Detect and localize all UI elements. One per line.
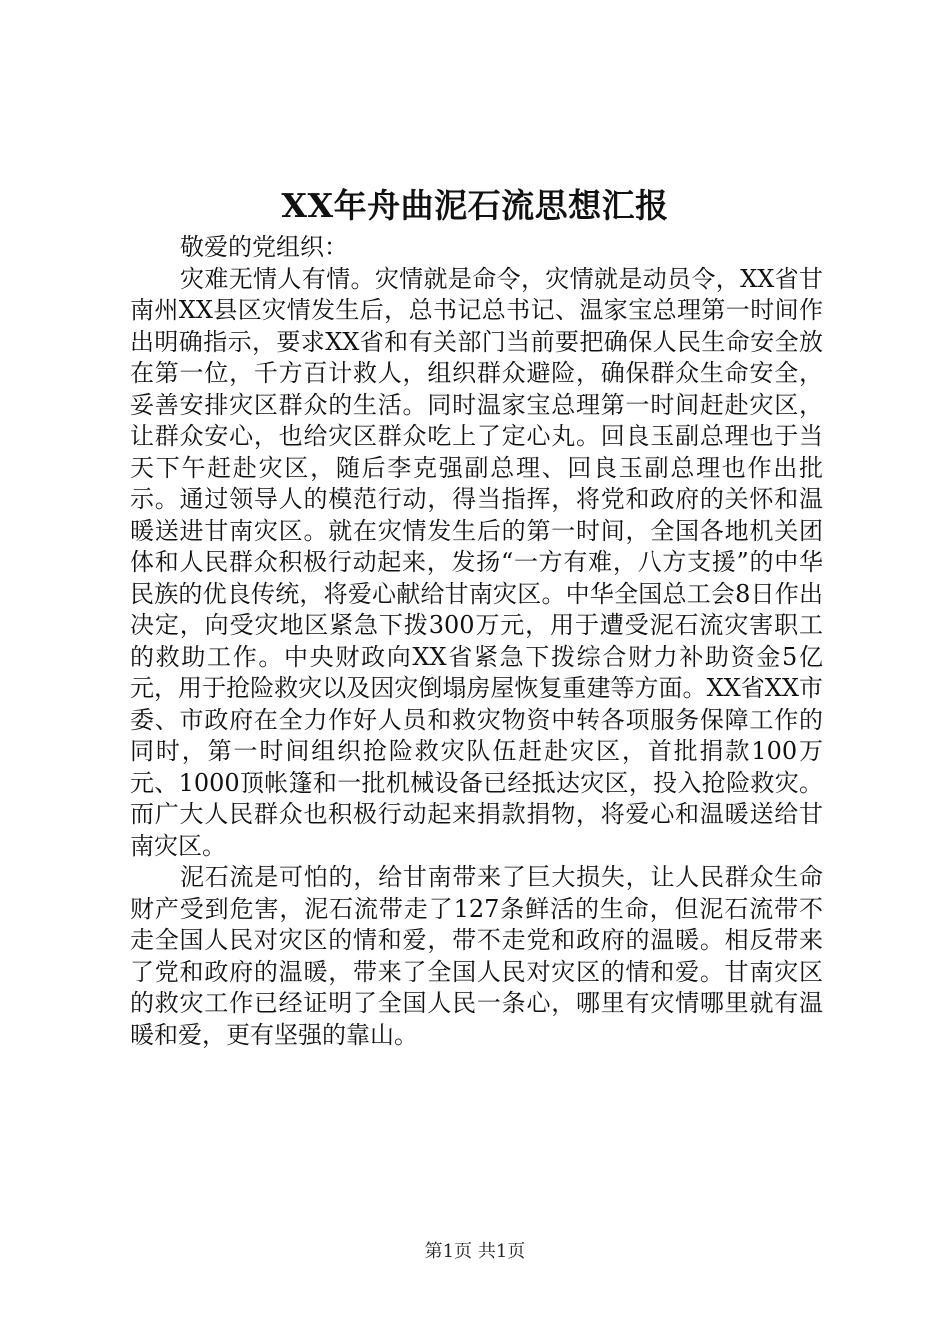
page-footer: 第1页 共1页: [424, 1241, 526, 1262]
salutation: 敬爱的党组织：: [180, 233, 348, 261]
paragraph-1: 灾难无情人有情。灾情就是命令，灾情就是动员令，XX省甘南州XX县区灾情发生后，总书记总书记、温家宝总理第一时间作出明确指示，要求XX省和有关部门当前要把确保人民生命安全放在第一位，千方百计救人，组织群众避险，确保群众生命安全，妥善安排灾区群众的生活。同时温家宝总理第一时间赶赴灾区，让群众安心，也给灾区群众吃上了定心丸。回良玉副总理也于当天下午赶赴灾区，随后李克强副总理、回良玉副总理也作出批示。通过领导人的模范行动，得当指挥，将党和政府的关怀和温暖送进甘南灾区。就在灾情发生后的第一时间，全国各地机关团体和人民群众积极行动起来，发扬“一方有难，八方支援”的中华民族的优良传统，将爱心献给甘南灾区。中华全国总工会8日作出决定，向受灾地区紧急下拨300万元，用于遭受泥石流灾害职工的救助工作。中央财政向XX省紧急下拨综合财力补助资金5亿元，用于抢险救灾以及因灾倒塌房屋恢复重建等方面。XX省XX市委、市政府在全力作好人员和救灾物资中转各项服务保障工作的同时，第一时间组织抢险救灾队伍赶赴灾区，首批捐款100万元、1000顶帐篷和一批机械设备已经抵达灾区，投入抢险救灾。而广大人民群众也积极行动起来捐款捐物，将爱心和温暖送给甘南灾区。: [130, 264, 823, 860]
document-title: XX年舟曲泥石流思想汇报: [281, 186, 669, 225]
paragraph-2: 泥石流是可怕的，给甘南带来了巨大损失，让人民群众生命财产受到危害，泥石流带走了127条鲜活的生命，但泥石流带不走全国人民对灾区的情和爱，带不走党和政府的温暖。相反带来了党和政府的温暖，带来了全国人民对灾区的情和爱。甘南灾区的救灾工作已经证明了全国人民一条心，哪里有灾情哪里就有温暖和爱，更有坚强的靠山。: [130, 863, 823, 1049]
document-body: [130, 232, 823, 1051]
